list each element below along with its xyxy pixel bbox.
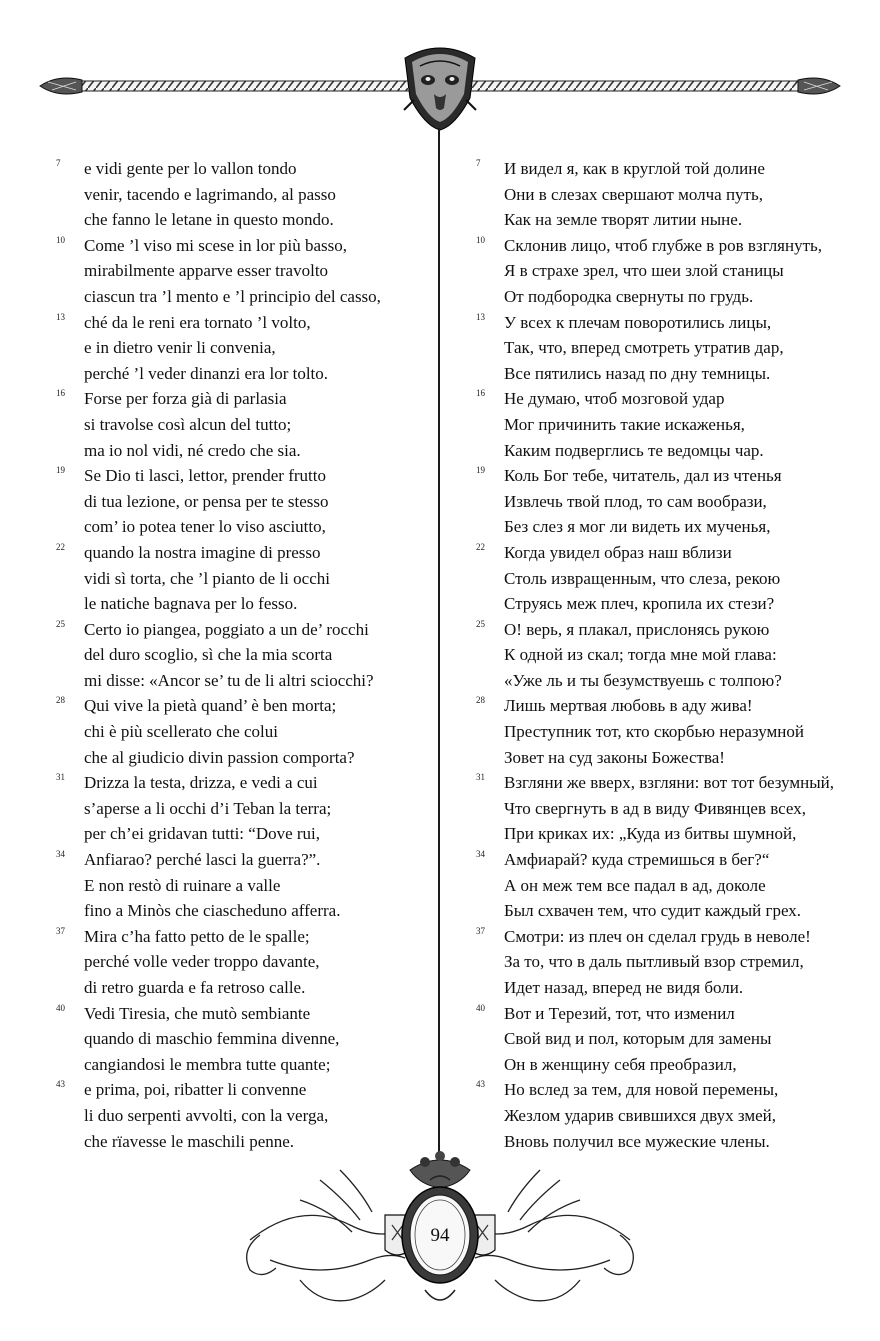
verse-line: У всех к плечам поворотились лицы, [504,312,772,332]
verse-number: 25 [56,618,65,629]
verse-line: Струясь меж плеч, кропила их стези? [504,594,775,614]
verse-line: Склонив лицо, чтоб глубже в ров взглянуть, [504,235,823,255]
verse-line: Drizza la testa, drizza, e vedi a cui [84,773,318,793]
stanza [476,693,836,770]
verse-number: 25 [476,618,485,629]
stanza [56,540,416,617]
verse-number: 28 [56,695,65,706]
verse-line: com’ io potea tener lo viso asciutto, [84,517,326,537]
stanza [56,924,416,1001]
page-number: 94 [430,1225,450,1246]
verse-line: Certo io piangea, poggiato a un de’ rocchi [84,619,369,639]
verse-line: le natiche bagnava per lo fesso. [84,594,298,614]
verse-line: Вновь получил все мужеские члены. [504,1131,770,1151]
verse-line: Они в слезах свершают молча путь, [504,184,763,204]
verse-number: 16 [476,388,485,399]
verse-line: Как на земле творят литии ныне. [504,210,743,230]
verse-line: s’aperse a li occhi d’i Teban la terra; [84,798,332,818]
verse-line: si travolse così alcun del tutto; [84,414,292,434]
verse-number: 19 [476,465,485,476]
verse-line: Вот и Терезий, тот, что изменил [504,1003,735,1023]
foliage-left [247,1170,405,1301]
verse-line: quando di maschio femmina divenne, [84,1029,340,1049]
italian-text-column [56,156,416,1154]
verse-line: e in dietro venir li convenia, [84,338,276,358]
verse-line: perché volle veder troppo davante, [84,952,320,972]
verse-number: 22 [476,541,485,552]
verse-line: e vidi gente per lo vallon tondo [84,159,297,178]
verse-line: При криках их: „Куда из битвы шумной, [504,824,797,844]
verse-line: Столь извращенным, что слеза, рекою [504,568,781,588]
verse-line: Он в женщину себя преобразил, [504,1054,737,1074]
verse-line: Коль Бог тебе, читатель, дал из чтенья [504,466,782,486]
stanza [476,386,836,463]
verse-line: Не думаю, чтоб мозговой удар [504,389,725,409]
verse-line: del duro scoglio, sì che la mia scorta [84,645,333,665]
verse-line: per ch’ei gridavan tutti: “Dove rui, [84,824,321,844]
verse-line: che rïavesse le maschili penne. [84,1131,295,1151]
verse-number: 7 [56,158,61,168]
verse-line: che al giudicio divin passion comporta? [84,747,355,767]
verse-number: 16 [56,388,65,399]
verse-line: Но вслед за тем, для новой перемены, [504,1080,779,1100]
verse-line: Свой вид и пол, которым для замены [504,1029,772,1049]
verse-line: Смотри: из плеч он сделал грудь в неволе! [504,926,811,946]
verse-number: 37 [476,925,485,936]
verse-line: Когда увидел образ наш вблизи [504,542,732,562]
stanza [56,156,416,233]
verse-line: Mira c’ha fatto petto de le spalle; [84,926,310,946]
verse-number: 10 [56,234,65,245]
verse-line: e prima, poi, ribatter li convenne [84,1080,307,1100]
verse-number: 10 [476,234,485,245]
verse-line: Forse per forza già di parlasia [84,389,287,409]
verse-line: Se Dio ti lasci, lettor, prender frutto [84,466,326,486]
verse-line: «Уже ль и ты безумствуешь с толпою? [504,670,782,690]
verse-number: 34 [476,849,485,860]
stanza [56,233,416,310]
left-finial [40,78,82,94]
stanza [56,847,416,924]
mascaron-lion-mask [404,48,476,130]
verse-number: 13 [56,311,65,322]
verse-line: venir, tacendo e lagrimando, al passo [84,184,336,204]
verse-line: che fanno le letane in questo mondo. [84,210,334,230]
verse-line: Извлечь твой плод, то сам вообрази, [504,491,767,511]
verse-number: 43 [56,1079,65,1090]
flower-basket [410,1151,470,1188]
verse-line: di retro guarda e fa retroso calle. [84,978,306,997]
verse-number: 31 [56,772,65,783]
verse-line: К одной из скал; тогда мне мой глава: [504,645,777,665]
verse-number: 40 [476,1002,485,1013]
verse-number: 31 [476,772,485,783]
verse-line: Vedi Tiresia, che mutò sembiante [84,1003,311,1023]
verse-line: li duo serpenti avvolti, con la verga, [84,1105,329,1125]
stanza [476,847,836,924]
verse-line: О! верь, я плакал, прислонясь рукою [504,619,770,639]
verse-number: 22 [56,541,65,552]
stanza [56,1001,416,1078]
right-finial [798,78,840,94]
verse-line: perché ’l veder dinanzi era lor tolto. [84,363,329,383]
verse-line: Взгляни же вверх, взгляни: вот тот безумный, [504,773,835,793]
center-divider-line [438,128,440,1160]
verse-line: di tua lezione, or pensa per te stesso [84,491,329,511]
verse-line: Зовет на суд законы Божества! [504,747,725,767]
verse-line: Лишь мертвая любовь в аду жива! [504,696,753,716]
verse-line: Что свергнуть в ад в виду Фивянцев всех, [504,798,806,818]
verse-line: Так, что, вперед смотреть утратив дар, [504,338,784,358]
stanza [56,693,416,770]
verse-number: 34 [56,849,65,860]
verse-line: ma io nol vidi, né credo che sia. [84,440,301,460]
verse-line: vidi sì torta, che ’l pianto de li occhi [84,568,330,588]
verse-number: 13 [476,311,485,322]
verse-line: Жезлом ударив свившихся двух змей, [504,1105,776,1125]
verse-line: Я в страхе зрел, что шеи злой станицы [504,261,784,281]
stanza [476,156,836,233]
top-rope-ornament [0,38,880,138]
stanza [56,617,416,694]
verse-number: 40 [56,1002,65,1013]
stanza [476,540,836,617]
verse-number: 19 [56,465,65,476]
verse-line: Qui vive la pietà quand’ è ben morta; [84,696,337,716]
verse-line: И видел я, как в круглой той долине [504,159,765,178]
stanza [56,386,416,463]
stanza [476,617,836,694]
verse-line: quando la nostra imagine di presso [84,542,321,562]
verse-line: ciascun tra ’l mento e ’l principio del casso, [84,286,381,306]
verse-line: Был схвачен тем, что судит каждый грех. [504,901,802,921]
verse-line: mi disse: «Ancor se’ tu de li altri sciocchi? [84,670,374,690]
verse-line: ché da le reni era tornato ’l volto, [84,312,311,332]
verse-line: cangiandosi le membra tutte quante; [84,1054,331,1074]
stanza [476,233,836,310]
verse-line: chi è più scellerato che colui [84,722,278,742]
stanza [476,770,836,847]
verse-line: Идет назад, вперед не видя боли. [504,978,744,997]
verse-number: 43 [476,1079,485,1090]
verse-number: 28 [476,695,485,706]
stanza [476,924,836,1001]
verse-line: Каким подверглись те ведомцы чар. [504,440,764,460]
verse-number: 7 [476,158,481,168]
stanza [56,770,416,847]
stanza [56,310,416,387]
stanza [476,1001,836,1078]
verse-line: Все пятились назад по дну темницы. [504,363,771,383]
verse-line: Anfiarao? perché lasci la guerra?”. [84,850,321,870]
verse-line: mirabilmente apparve esser travolto [84,261,329,281]
foliage-right [475,1170,633,1301]
verse-line: fino a Minòs che ciascheduno afferra. [84,901,341,921]
verse-line: E non restò di ruinare a valle [84,875,281,895]
verse-line: А он меж тем все падал в ад, доколе [504,875,766,895]
verse-line: Амфиарай? куда стремишься в бег?“ [504,850,770,870]
verse-line: За то, что в даль пытливый взор стремил, [504,952,804,972]
verse-number: 37 [56,925,65,936]
verse-line: От подбородка свернуты по грудь. [504,286,754,306]
verse-line: Без слез я мог ли видеть их мученья, [504,517,771,537]
stanza [476,310,836,387]
verse-line: Преступник тот, кто скорбью неразумной [504,722,804,742]
stanza [56,463,416,540]
verse-line: Come ’l viso mi scese in lor più basso, [84,235,348,255]
stanza [476,463,836,540]
russian-text-column [476,156,836,1154]
verse-line: Мог причинить такие искаженья, [504,414,745,434]
